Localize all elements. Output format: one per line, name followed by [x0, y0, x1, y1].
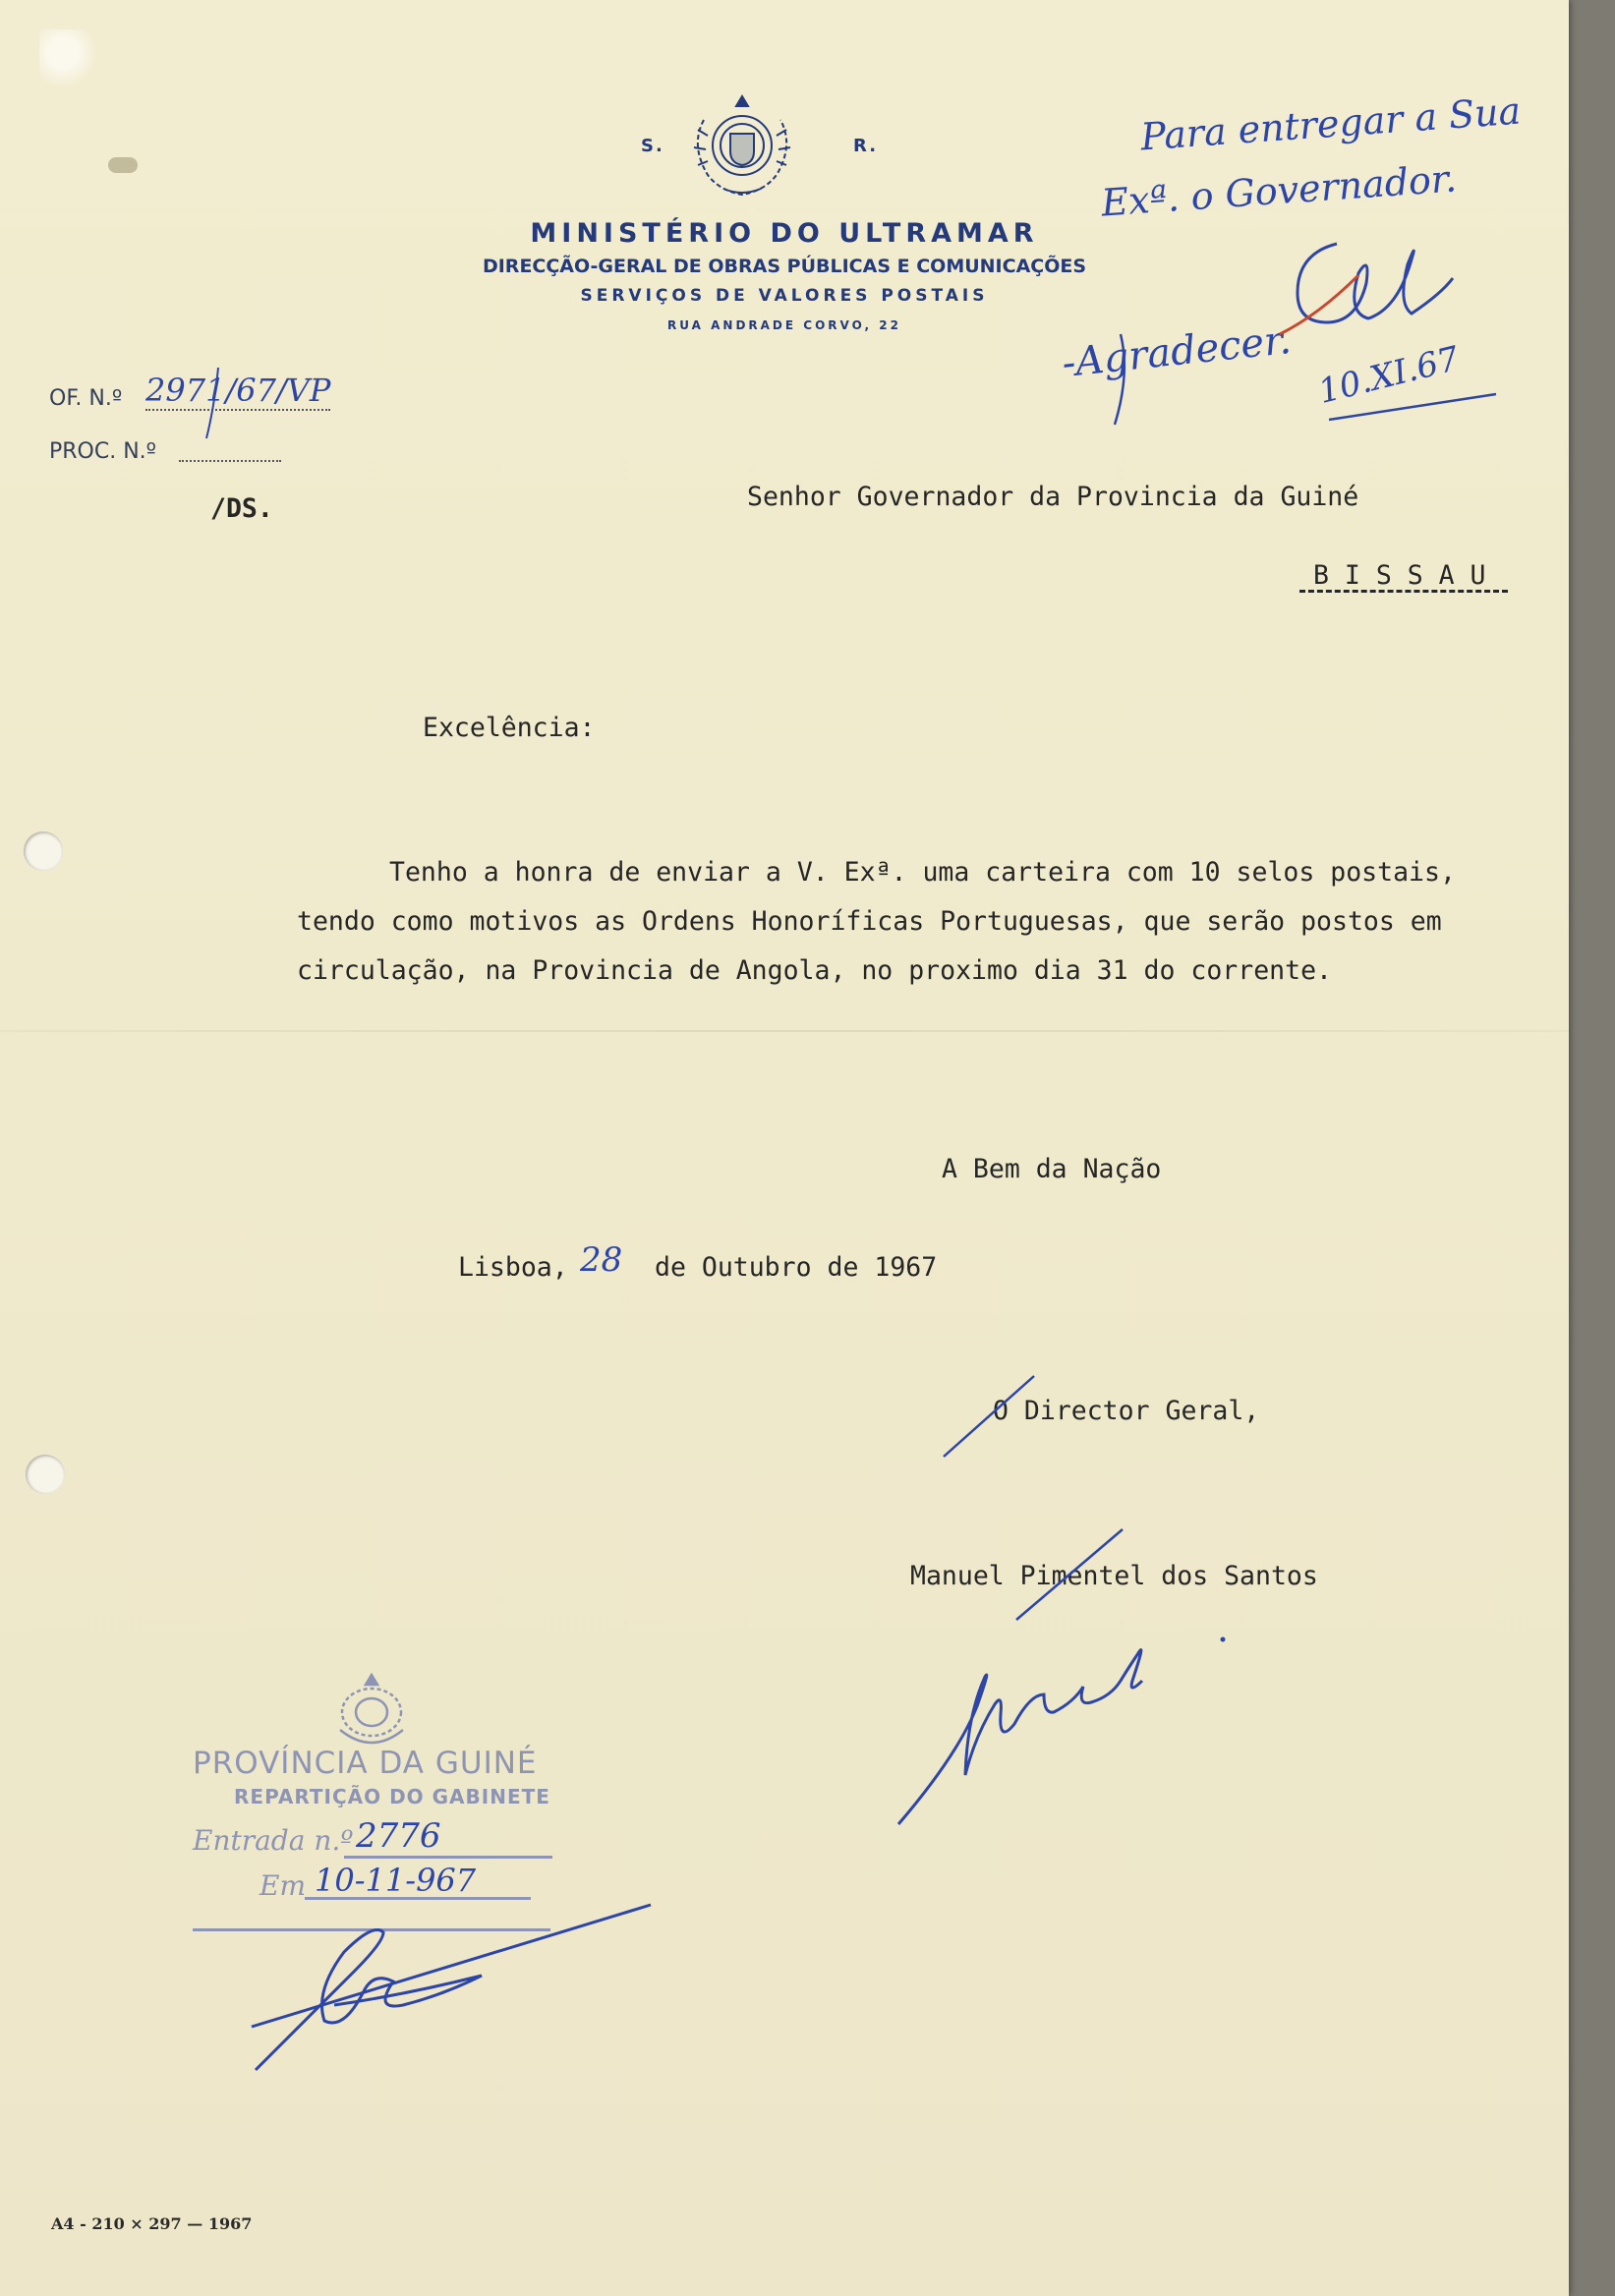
- service-name: SERVIÇOS DE VALORES POSTAIS: [580, 286, 989, 306]
- signer-title: O Director Geral,: [993, 1396, 1260, 1426]
- stamp-em-value: 10-11-967: [315, 1862, 477, 1899]
- stamp-entrada-line: [344, 1856, 552, 1859]
- handwritten-note-line-1: Para entregar a Sua: [1138, 88, 1523, 159]
- stamp-office: REPARTIÇÃO DO GABINETE: [234, 1785, 550, 1808]
- of-number-label: OF. N.º: [49, 386, 123, 411]
- addressee-line: Senhor Governador da Provincia da Guiné: [747, 482, 1359, 512]
- of-number-slash: [197, 364, 236, 442]
- governor-initials-signature: [1268, 226, 1465, 373]
- date-day-handwritten: 28: [580, 1240, 623, 1280]
- coat-of-arms-emblem: [684, 90, 800, 201]
- stamp-province: PROVÍNCIA DA GUINÉ: [193, 1746, 538, 1781]
- salutation: Excelência:: [423, 713, 596, 743]
- paragraph-line-2: tendo como motivos as Ordens Honoríficas Portuguesas, que serão postos em: [297, 906, 1442, 937]
- signer-name: Manuel Pimentel dos Santos: [910, 1561, 1318, 1591]
- addressee-city: B I S S A U: [1313, 560, 1486, 591]
- city-underline: [1299, 590, 1508, 593]
- punch-hole-upper: [24, 832, 63, 871]
- letterhead-r: R.: [853, 136, 879, 156]
- handwritten-note-line-2: Exª. o Governador.: [1099, 156, 1459, 225]
- letterhead-address: RUA ANDRADE CORVO, 22: [667, 318, 901, 332]
- punch-hole-lower: [26, 1455, 65, 1494]
- of-number-value: 2971/67/VP: [145, 372, 331, 409]
- paper-format-footer: A4 - 210 × 297 — 1967: [51, 2214, 253, 2233]
- date-prefix: Lisboa,: [458, 1252, 568, 1283]
- agradecer-stroke: [1101, 324, 1160, 432]
- paragraph-line-3: circulação, na Provincia de Angola, no proximo dia 31 do corrente.: [297, 955, 1332, 986]
- date-note-underline: [1327, 388, 1504, 428]
- directorate-name: DIRECÇÃO-GERAL DE OBRAS PÚBLICAS E COMUNICAÇÕES: [482, 256, 1087, 277]
- letterhead-s: S.: [641, 136, 664, 156]
- handwritten-date-note: 10.XI.67: [1314, 338, 1464, 413]
- handwritten-agradecer: -Agradecer.: [1060, 316, 1294, 387]
- paper-stain: [108, 157, 138, 173]
- name-slash: [1012, 1525, 1130, 1624]
- director-slash: [940, 1372, 1038, 1461]
- closing-formula: A Bem da Nação: [942, 1154, 1162, 1184]
- stamp-em-label: Em: [260, 1869, 306, 1902]
- paragraph-line-1: Tenho a honra de enviar a V. Exª. uma carteira com 10 selos postais,: [389, 857, 1456, 888]
- stamp-entrada-label: Entrada n.º: [193, 1824, 354, 1857]
- stamp-entrada-value: 2776: [356, 1816, 441, 1856]
- proc-number-blank: [179, 460, 281, 462]
- ministry-title: MINISTÉRIO DO ULTRAMAR: [530, 218, 1039, 249]
- stamp-clerk-signature: [246, 1897, 659, 2074]
- torn-corner: [39, 29, 98, 88]
- date-rest: de Outubro de 1967: [655, 1252, 938, 1283]
- ds-reference: /DS.: [210, 493, 273, 524]
- director-signature: [894, 1632, 1229, 1828]
- stamp-crest-emblem: [324, 1671, 419, 1750]
- proc-number-label: PROC. N.º: [49, 439, 157, 464]
